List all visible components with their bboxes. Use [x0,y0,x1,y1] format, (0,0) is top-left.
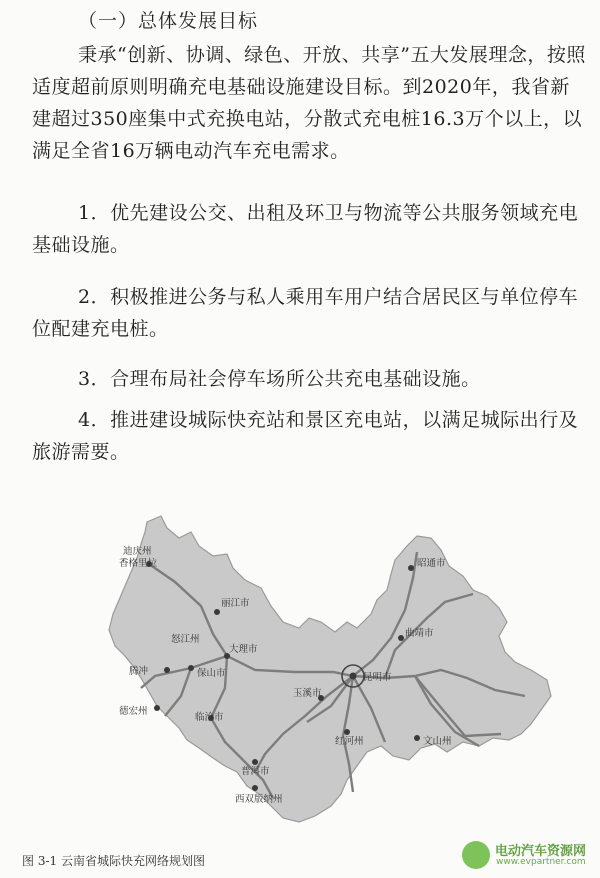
label-baoshan: 保山市 [197,668,226,679]
marker-honghe [344,729,350,735]
watermark-url: www.evpartner.com [496,857,586,867]
goal-item-3: 3．合理布局社会停车场所公共充电基础设施。 [78,368,481,390]
label-yuxi: 玉溪市 [293,688,322,699]
intro-paragraph: 秉承“创新、协调、绿色、开放、共享”五大发展理念，按照适度超前原则明确充电基础设施建设目标。到2020年，我省新建超过350座集中式充换电站，分散式充电桩16.3万个以上，以满足全省16万辆电动汽车充电需求。 [32,44,586,162]
marker-zhaotong [408,565,414,571]
label-dehong: 德宏州 [119,706,148,717]
yunnan-charging-network-map [95,510,555,828]
watermark-title: 电动汽车资源网 [495,844,587,859]
goal-item-4: 4．推进建设城际快充站和景区充电站，以满足城际出行及旅游需要。 [32,409,579,463]
label-wenshan: 文山州 [423,736,452,747]
label-tengchong: 腾冲 [129,666,149,677]
section-heading: （一）总体发展目标 [78,10,259,32]
watermark [462,838,594,872]
marker-xishuangbanna [252,785,258,791]
province-outline [109,516,551,822]
label-nujiang: 怒江州 [171,634,200,645]
marker-puer [252,759,258,765]
marker-lijiang [214,609,220,615]
label-zhaotong: 昭通市 [417,558,446,569]
figure-caption: 图 3-1 云南省城际快充网络规划图 [22,854,205,868]
goal-item-1: 1．优先建设公交、出租及环卫与物流等公共服务领域充电基础设施。 [32,202,579,256]
label-lincang: 临沧市 [195,712,224,723]
marker-baoshan [188,665,194,671]
goal-item-2: 2．积极推进公务与私人乘用车用户结合居民区与单位停车位配建充电桩。 [32,286,579,340]
label-diqing: 迪庆州 [123,546,152,557]
label-lijiang: 丽江市 [221,598,250,609]
label-dali: 大理市 [229,644,258,655]
marker-tengchong [164,667,170,673]
marker-qujing [398,635,404,641]
watermark-logo-icon [462,841,490,869]
label-diqing-sub: 香格里拉 [119,558,158,569]
marker-dehong [154,705,160,711]
label-kunming: 昆明市 [363,672,392,683]
label-xishuangbanna: 西双版纳州 [235,794,283,805]
label-puer: 普洱市 [241,766,270,777]
marker-wenshan [414,735,420,741]
label-honghe: 红河州 [335,736,364,747]
label-qujing: 曲靖市 [405,628,434,639]
marker-kunming [350,673,357,680]
